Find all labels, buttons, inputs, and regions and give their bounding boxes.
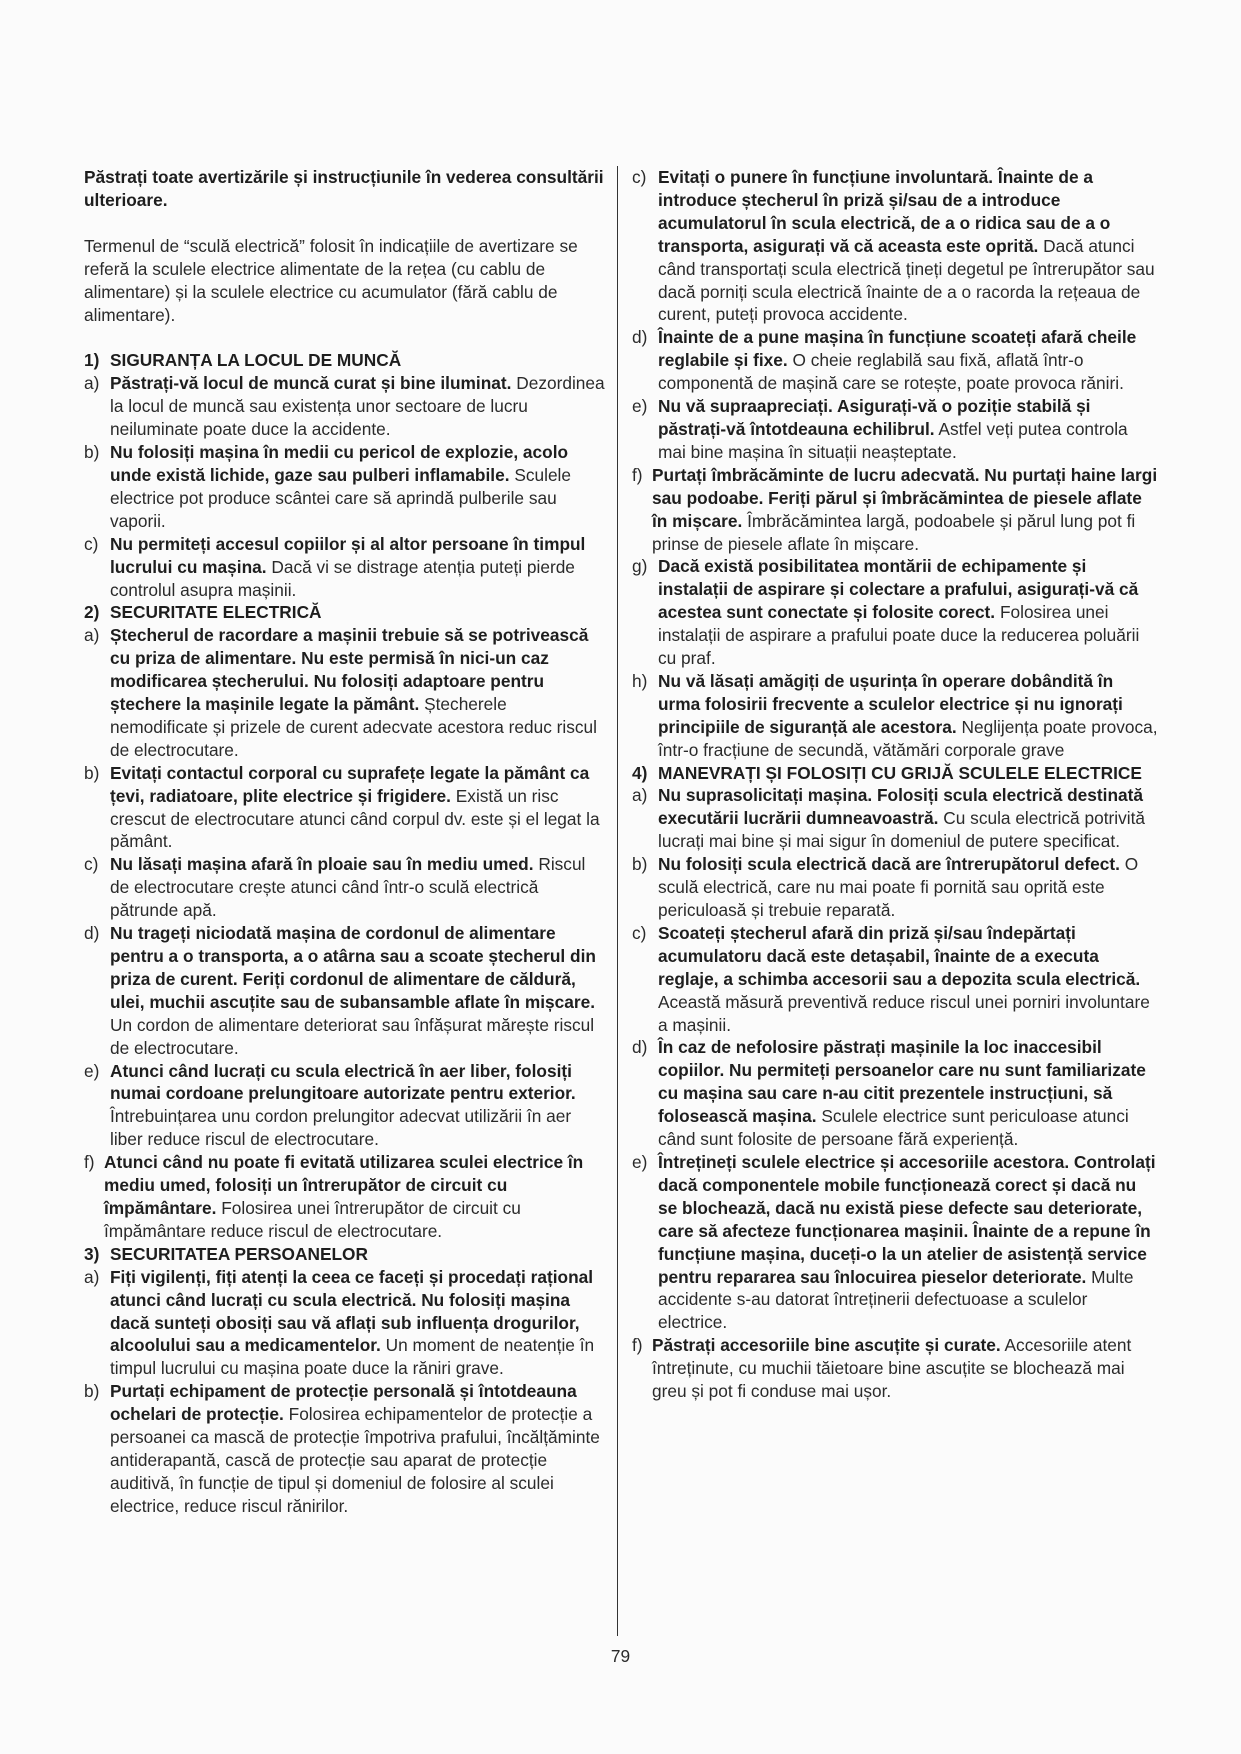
rule-s3-f: f) Purtați îmbrăcăminte de lucru adecvată. Nu purtați haine largi sau podoabe. Feriți părul și îmbrăcămintea de piesele aflate în mișcare. Îmbrăcămintea largă, podoabele și părul lung pot fi prinse de piesele aflate în mișcare.: [632, 464, 1158, 554]
rule-s3-a: a) Fiți vigilenți, fiți atenți la ceea ce faceți și procedați rațional atunci când lucrați cu scula electrică. Nu folosiți mașina dacă sunteți obosiți sau vă aflați sub influența drogurilor, alcoolului sau a medicamentelor. Un moment de neatenție în timpul lucrului cu mașina poate duce la răniri grave.: [84, 1266, 595, 1379]
rule-s2-d: d) Nu trageți niciodată mașina de cordonul de alimentare pentru a o transporta, a o atârna sau a scoate ștecherul din priza de curent. Feriți cordonul de alimentare de căldură, ulei, muchii ascuțite sau de subansamble aflate în mișcare. Un cordon de alimentare deteriorat sau înfășurat mărește riscul de electrocutare.: [84, 923, 596, 1058]
rule-s3-e: e) Nu vă supraapreciați. Asigurați-vă o poziție stabilă și păstrați-vă întotdeauna echilibrul. Astfel veți putea controla mai bine mașina în situații neașteptate.: [632, 396, 1128, 462]
rule-s2-a: a) Ștecherul de racordare a mașinii trebuie să se potrivească cu priza de alimentare. Nu este permisă în nici-un caz modificarea ștecherului. Nu folosiți adaptoare pentru ștechere la mașinile legate la pământ. Ștecherele nemodificate și prizele de curent adecvate acestora reduc riscul de electrocutare.: [84, 625, 598, 760]
rule-s1-a: a) Păstrați-vă locul de muncă curat și bine iluminat. Dezordinea la locul de muncă sau existența unor sectoare de lucru neiluminate poate duce la accidente.: [84, 373, 605, 440]
rule-s4-e: e) Întrețineți sculele electrice și accesoriile acestora. Controlați dacă componentele mobile funcționează corect și dacă nu se blochează, dacă nu există piese defecte sau deteriorate, care să afecteze funcționarea mașinii. Înainte de a repune în funcțiune mașina, duceți-o la un atelier de asistență service pentru repararea sau înlocuirea pieselor deteriorate. Multe accidente s-au datorat întreținerii defectuoase a sculelor electrice.: [632, 1151, 1156, 1333]
page-number: 79: [610, 1646, 631, 1666]
section-heading-personal-safety: 3) SECURITATEA PERSOANELOR: [84, 1243, 368, 1264]
column-divider: [617, 166, 618, 1636]
rule-s3-g: g) Dacă există posibilitatea montării de echipamente și instalații de aspirare și colectare a prafului, asigurați-vă că acestea sunt conectate și folosite corect. Folosirea unei instalații de aspirare a prafului poate duce la reducerea poluării cu praf.: [632, 556, 1140, 669]
rule-s4-b: b) Nu folosiți scula electrică dacă are întrerupătorul defect. O sculă electrică, care nu mai poate fi pornită sau oprită este periculoasă și trebuie reparată.: [632, 854, 1139, 920]
rule-s3-d: d) Înainte de a pune mașina în funcțiune scoateți afară cheile reglabile și fixe. O cheie reglabilă sau fixă, aflată într-o componentă de mașină care se rotește, poate provoca răniri.: [632, 327, 1137, 394]
power-tool-term-definition: Termenul de “sculă electrică” folosit în indicațiile de avertizare se referă la sculele electrice alimentate de la rețea (cu cablu de alimentare) și la sculele electrice cu acumulator (fără cablu de alimentare).: [84, 235, 578, 325]
rule-s1-b: b) Nu folosiți mașina în medii cu pericol de explozie, acolo unde există lichide, gaze sau pulberi inflamabile. Sculele electrice pot produce scântei care să aprindă pulberile sau vaporii.: [84, 442, 572, 531]
keep-instructions-note: Păstrați toate avertizările și instrucțiunile în vederea consultării ulterioare.: [84, 167, 604, 210]
rule-s4-d: d) În caz de nefolosire păstrați mașinile la loc inaccesibil copiilor. Nu permiteți persoanelor care nu sunt familiarizate cu mașina sau care n-au citit prezentele instrucțiuni, să folosească mașina. Sculele electrice sunt periculoase atunci când sunt folosite de persoane fără experiență.: [632, 1037, 1146, 1150]
section-heading-tool-use-and-care: 4) MANEVRAȚI ȘI FOLOSIȚI CU GRIJĂ SCULELE ELECTRICE: [632, 762, 1142, 783]
rule-s2-f: f) Atunci când nu poate fi evitată utilizarea sculei electrice în mediu umed, folosiți un întrerupător de circuit cu împământare. Folosirea unei întrerupător de circuit cu împământare reduce riscul de electrocutare.: [84, 1152, 584, 1241]
section-heading-electrical-safety: 2) SECURITATE ELECTRICĂ: [84, 602, 322, 623]
rule-s4-c: c) Scoateți ștecherul afară din priză și/sau îndepărtați acumulatoru dacă este detașabil, înainte de a executa reglaje, a schimba accesorii sau a depozita scula electrică. Această măsură preventivă reduce riscul unei porniri involuntare a mașinii.: [632, 922, 1150, 1035]
rule-s3-c: c) Evitați o punere în funcțiune involuntară. Înainte de a introduce ștecherul în priză și/sau de a introduce acumulatorul în scula electrică, de a o ridica sau de a o transporta, asigurați vă că aceasta este oprită. Dacă atunci când transportați scula electrică țineți degetul pe întrerupător sau dacă porniți scula electrică înainte de a o racorda la rețeaua de curent, puteți provoca accidente.: [632, 167, 1155, 325]
rule-s3-h: h) Nu vă lăsați amăgiți de ușurința în operare dobândită în urma folosirii frecvente a sculelor electrice și nu ignorați principiile de siguranță ale acestora. Neglijența poate provoca, într-o fracțiune de secundă, vătămări corporale grave: [632, 670, 1158, 760]
rule-s1-c: c) Nu permiteți accesul copiilor și al altor persoane în timpul lucrului cu mașina. Dacă vi se distrage atenția puteți pierde controlul asupra mașinii.: [84, 533, 586, 600]
left-column: [84, 166, 606, 1518]
rule-s4-f: f) Păstrați accesoriile bine ascuțite și curate. Accesoriile atent întreținute, cu muchii tăietoare bine ascuțite se blochează mai greu și pot fi conduse mai ușor.: [632, 1335, 1132, 1402]
rule-s4-a: a) Nu suprasolicitați mașina. Folosiți scula electrică destinată executării lucrării dumneavoastră. Cu scula electrică potrivită lucrați mai bine și mai sigur în domeniul de putere specificat.: [632, 785, 1145, 852]
right-column: [632, 166, 1160, 1403]
rule-s3-b: b) Purtați echipament de protecție personală și întotdeauna ochelari de protecție. Folosirea echipamentelor de protecție a persoanei ca mască de protecție împotriva prafului, încălțăminte antiderapantă, cască de protecție sau aparat de protecție auditivă, în funcție de tipul și domeniul de folosire al sculei electrice, reduce riscul rănirilor.: [84, 1381, 600, 1516]
rule-s2-b: b) Evitați contactul corporal cu suprafețe legate la pământ ca țevi, radiatoare, plite electrice și frigidere. Există un risc crescut de electrocutare atunci când corpul dv. este și el legat la pământ.: [84, 762, 600, 852]
section-heading-work-area: 1) SIGURANȚA LA LOCUL DE MUNCĂ: [84, 350, 402, 371]
rule-s2-c: c) Nu lăsați mașina afară în ploaie sau în mediu umed. Riscul de electrocutare crește atunci când într-o sculă electrică pătrunde apă.: [84, 854, 586, 921]
rule-s2-e: e) Atunci când lucrați cu scula electrică în aer liber, folosiți numai cordoane prelungitoare autorizate pentru exterior. Întrebuințarea unu cordon prelungitor adecvat utilizării în aer liber reduce riscul de electrocutare.: [84, 1060, 576, 1150]
